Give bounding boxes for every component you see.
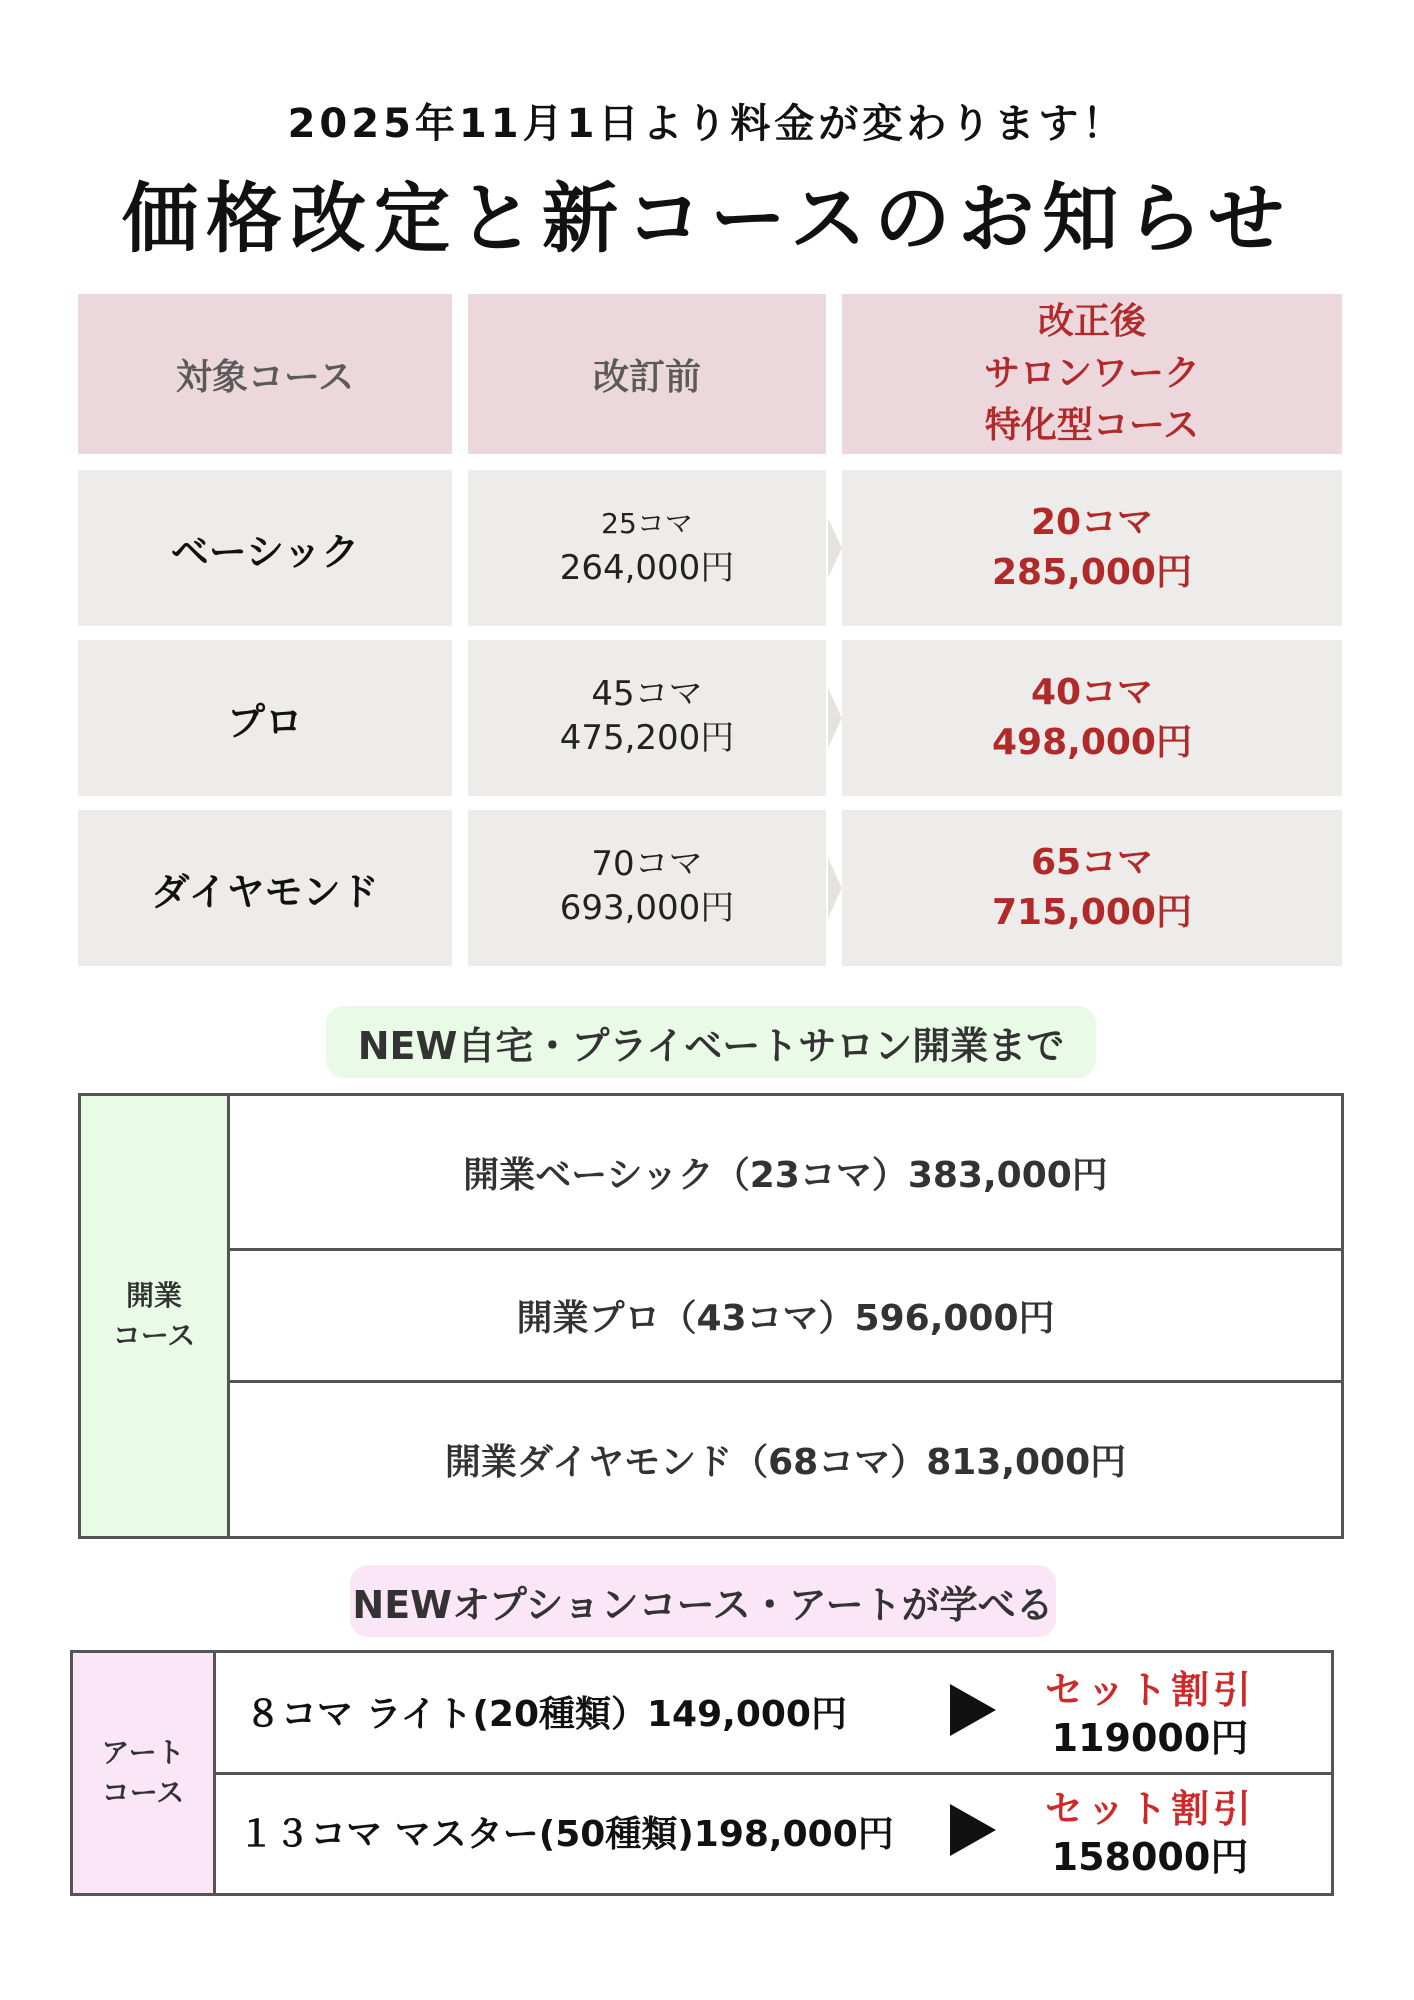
after-pro-price: 498,000円	[992, 722, 1192, 763]
chevron-right-icon	[828, 518, 842, 578]
header-before-cell	[468, 294, 826, 454]
play-arrow-icon	[950, 1684, 996, 1736]
art-item-light: ８コマ ライト(20種類）149,000円	[245, 1694, 847, 1735]
before-pro-cell	[468, 640, 826, 796]
after-diamond-koma: 65コマ	[1030, 842, 1154, 883]
art-set-discount-master	[1030, 1778, 1270, 1888]
after-basic-cell	[842, 470, 1342, 626]
course-name-pro: プロ	[78, 640, 452, 796]
before-diamond-price: 693,000円	[559, 888, 735, 928]
header-before-label: 改訂前	[592, 356, 701, 398]
art-item-master: １３コマ マスター(50種類)198,000円	[238, 1814, 894, 1855]
page-title: 価格改定と新コースのお知らせ	[122, 174, 1292, 263]
kaigyo-item-basic: 開業ベーシック（23コマ）383,000円	[463, 1154, 1108, 1196]
before-pro-koma: 45コマ	[591, 674, 703, 714]
after-pro-cell	[842, 640, 1342, 796]
set-discount-label: セット割引	[1044, 1787, 1255, 1831]
before-basic-cell	[468, 470, 826, 626]
header-course-cell	[78, 294, 452, 454]
header-after-line3: 特化型コース	[984, 405, 1200, 446]
kaigyo-item-diamond: 開業ダイヤモンド（68コマ）813,000円	[444, 1442, 1127, 1483]
kaigyo-side-line2: コース	[112, 1319, 196, 1352]
header-after-line2: サロンワーク	[983, 353, 1200, 394]
header-after-cell	[842, 294, 1342, 454]
after-pro-koma: 40コマ	[1030, 672, 1154, 713]
art-side-line1: アート	[101, 1736, 185, 1769]
header-course-label: 対象コース	[175, 356, 355, 398]
chevron-right-icon	[828, 688, 842, 748]
after-diamond-price: 715,000円	[992, 892, 1192, 933]
after-diamond-cell	[842, 810, 1342, 966]
art-divider	[216, 1772, 1331, 1775]
kaigyo-section-pill: NEW自宅・プライベートサロン開業まで	[326, 1006, 1096, 1078]
before-diamond-koma: 70コマ	[591, 844, 703, 884]
chevron-right-icon	[828, 858, 842, 918]
before-basic-price: 264,000円	[559, 548, 735, 588]
before-pro-price: 475,200円	[559, 718, 735, 758]
course-name-diamond: ダイヤモンド	[78, 810, 452, 966]
art-side-label	[73, 1653, 213, 1893]
kaigyo-item-pro: 開業プロ（43コマ）596,000円	[516, 1298, 1055, 1339]
set-discount-label: セット割引	[1044, 1668, 1255, 1712]
play-arrow-icon	[950, 1804, 996, 1856]
before-basic-koma: 25コマ	[601, 507, 693, 540]
set-discount-price: 158000円	[1051, 1835, 1249, 1879]
course-name-basic: ベーシック	[78, 470, 452, 626]
before-diamond-cell	[468, 810, 826, 966]
after-basic-koma: 20コマ	[1030, 502, 1154, 543]
set-discount-price: 119000円	[1051, 1716, 1249, 1760]
after-basic-price: 285,000円	[992, 552, 1192, 593]
header-after-line1: 改正後	[1037, 301, 1146, 342]
art-side-line2: コース	[101, 1776, 185, 1809]
announcement-subtitle: 2025年11月1日より料金が変わります！	[287, 101, 1127, 147]
art-set-discount-light	[1030, 1660, 1270, 1768]
kaigyo-side-line1: 開業	[125, 1279, 182, 1312]
art-section-pill: NEWオプションコース・アートが学べる	[350, 1565, 1056, 1637]
kaigyo-side-label	[81, 1096, 227, 1536]
